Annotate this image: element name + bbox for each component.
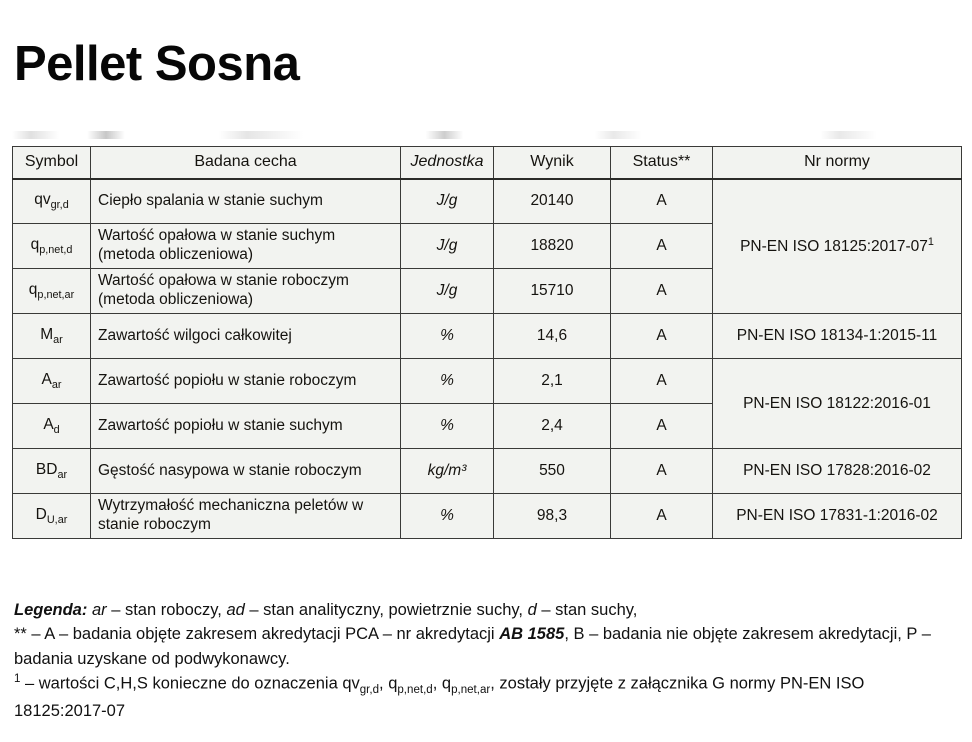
cell-norm: PN-EN ISO 17831-1:2016-02 (713, 494, 962, 539)
cell-unit: kg/m³ (401, 449, 494, 494)
cell-result: 15710 (494, 269, 611, 314)
column-header-status: Status** (611, 147, 713, 179)
footnote-text-c: , q (432, 674, 452, 693)
symbol-base: BD (35, 460, 58, 478)
cell-feature: Zawartość wilgoci całkowitej (91, 314, 401, 359)
legend-label: Legenda: (14, 601, 88, 619)
scan-artifact (12, 131, 952, 139)
footnote-sub-1: gr,d (359, 683, 380, 696)
cell-result: 2,4 (494, 404, 611, 449)
legend-text-ar: – stan roboczy, (106, 601, 227, 619)
specification-table (12, 146, 962, 539)
symbol-subscript: p,net,ar (37, 289, 75, 302)
cell-status: A (611, 179, 713, 224)
legend-status-text-a: ** – A – badania objęte zakresem akredytacji PCA – nr akredytacji (14, 625, 500, 644)
cell-feature: Gęstość nasypowa w stanie roboczym (91, 449, 401, 494)
cell-feature: Wytrzymałość mechaniczna peletów w stanie roboczym (91, 494, 401, 539)
footnote-text-d: , zostały przyjęte z załącznika G normy PN-EN ISO 18125:2017-07 (14, 674, 865, 720)
norm-footnote-marker: 1 (927, 236, 934, 249)
cell-result: 14,6 (494, 314, 611, 359)
symbol-base: A (41, 370, 52, 388)
cell-status: A (611, 494, 713, 539)
symbol-subscript: ar (57, 469, 68, 482)
cell-symbol (13, 404, 91, 449)
legend-abbr-ad: ad (226, 601, 245, 619)
cell-feature: Ciepło spalania w stanie suchym (91, 179, 401, 224)
symbol-base: M (40, 325, 54, 343)
cell-unit: % (401, 494, 494, 539)
legend-abbr-ar: ar (91, 601, 107, 619)
cell-unit: % (401, 359, 494, 404)
cell-symbol (13, 359, 91, 404)
table-row (13, 494, 962, 539)
legend-status-text-b: , B – badania nie objęte zakresem akredytacji, P – badania uzyskane od podwykonawcy. (14, 625, 931, 668)
footnote-sub-2: p,net,d (397, 683, 433, 696)
cell-unit: J/g (401, 224, 494, 269)
cell-norm: PN-EN ISO 18122:2016-01 (713, 359, 962, 449)
cell-feature: Wartość opałowa w stanie roboczym (metoda obliczeniowa) (91, 269, 401, 314)
legend-line-footnote (14, 671, 960, 723)
symbol-subscript: d (53, 424, 60, 437)
column-header-symbol: Symbol (13, 147, 91, 179)
cell-status: A (611, 269, 713, 314)
symbol-subscript: ar (51, 379, 62, 392)
cell-symbol (13, 449, 91, 494)
table-row (13, 179, 962, 224)
cell-result: 20140 (494, 179, 611, 224)
cell-norm: PN-EN ISO 18134-1:2015-11 (713, 314, 962, 359)
table-row (13, 449, 962, 494)
cell-result: 18820 (494, 224, 611, 269)
legend-line-status (14, 622, 960, 671)
cell-status: A (611, 449, 713, 494)
page-title: Pellet Sosna (14, 37, 300, 91)
cell-unit: % (401, 314, 494, 359)
symbol-base: D (35, 505, 47, 523)
cell-status: A (611, 224, 713, 269)
table-row (13, 314, 962, 359)
footnote-text-b: , q (379, 674, 398, 693)
cell-symbol (13, 179, 91, 224)
cell-result: 550 (494, 449, 611, 494)
cell-feature: Wartość opałowa w stanie suchym (metoda obliczeniowa) (91, 224, 401, 269)
column-header-unit: Jednostka (401, 147, 494, 179)
legend (14, 598, 960, 723)
cell-symbol (13, 224, 91, 269)
cell-unit: % (401, 404, 494, 449)
cell-symbol (13, 269, 91, 314)
table-header-row (13, 147, 962, 179)
footnote-text-a: – wartości C,H,S konieczne do oznaczenia qv (20, 674, 360, 693)
footnote-marker: 1 (14, 672, 21, 685)
legend-abbr-d: d (527, 601, 537, 619)
symbol-subscript: ar (53, 334, 63, 347)
cell-status: A (611, 359, 713, 404)
symbol-base: qv (34, 191, 51, 209)
symbol-subscript: p,net,d (39, 244, 73, 257)
legend-line-abbreviations (14, 598, 960, 622)
column-header-feature: Badana cecha (91, 147, 401, 179)
cell-symbol (13, 494, 91, 539)
table-row (13, 359, 962, 404)
cell-feature: Zawartość popiołu w stanie suchym (91, 404, 401, 449)
legend-accreditation-number: AB 1585 (499, 625, 565, 644)
norm-text: PN-EN ISO 18125:2017-07 (740, 238, 928, 256)
column-header-norm: Nr normy (713, 147, 962, 179)
cell-unit: J/g (401, 269, 494, 314)
cell-result: 98,3 (494, 494, 611, 539)
cell-result: 2,1 (494, 359, 611, 404)
symbol-base: q (28, 280, 38, 298)
cell-symbol (13, 314, 91, 359)
cell-norm (713, 179, 962, 314)
footnote-sub-3: p,net,ar (451, 683, 491, 696)
column-header-result: Wynik (494, 147, 611, 179)
cell-norm: PN-EN ISO 17828:2016-02 (713, 449, 962, 494)
cell-feature: Zawartość popiołu w stanie roboczym (91, 359, 401, 404)
legend-text-d: – stan suchy, (536, 601, 638, 619)
symbol-subscript: U,ar (46, 514, 68, 527)
symbol-base: A (43, 415, 54, 433)
cell-unit: J/g (401, 179, 494, 224)
symbol-subscript: gr,d (50, 199, 69, 212)
cell-status: A (611, 404, 713, 449)
cell-status: A (611, 314, 713, 359)
legend-text-ad: – stan analityczny, powietrznie suchy, (244, 601, 528, 619)
symbol-base: q (30, 235, 40, 253)
